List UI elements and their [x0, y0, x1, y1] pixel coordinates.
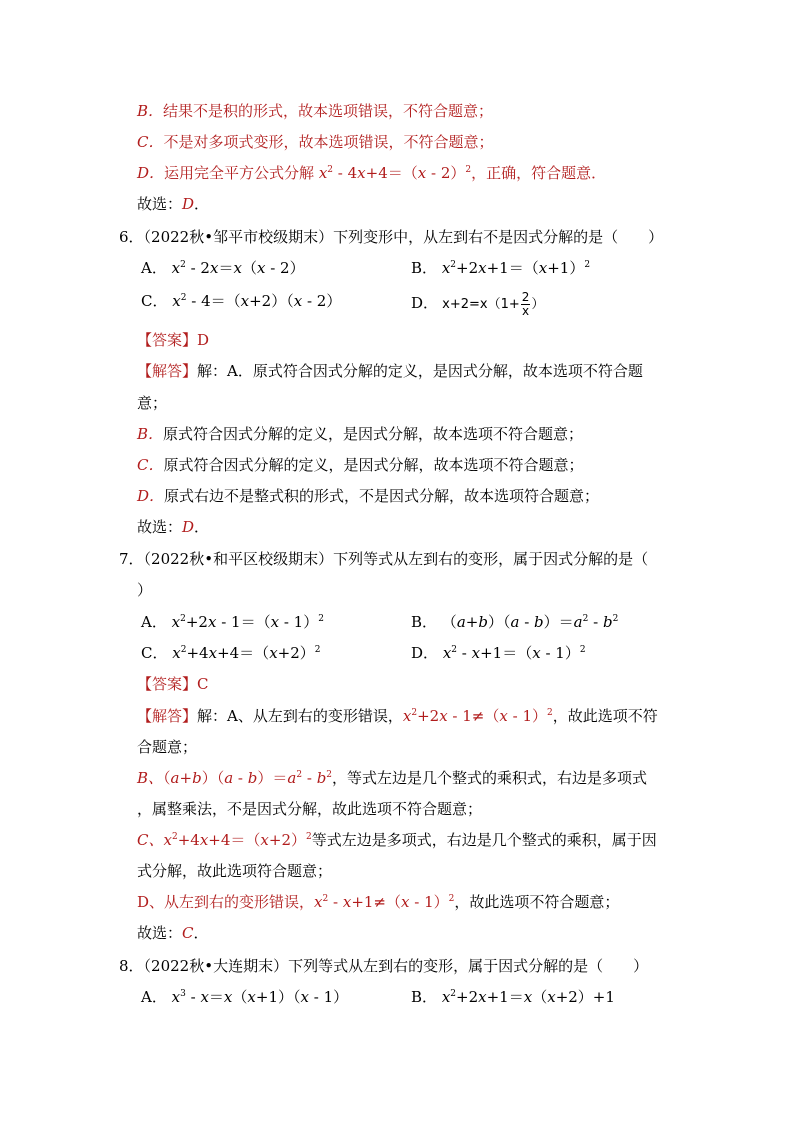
question-6-option-b: B． $x^2+2x+1=(x+1)^2$	[411, 259, 591, 277]
question-6-solution-line1: 【解答】解：A．原式符合因式分解的定义，是因式分解，故本选项不符合题	[137, 362, 643, 380]
question-7-solution-line2: 合题意；	[137, 738, 198, 756]
question-6-explanation-c: C．原式符合因式分解的定义，是因式分解，故本选项不符合题意；	[137, 456, 584, 474]
question-8-stem: 8．（2022秋•大连期末）下列等式从左到右的变形，属于因式分解的是（ ）	[119, 957, 649, 975]
question-8-option-a: A． $x^3 - x=x(x+1)(x - 1)$	[141, 988, 349, 1006]
question-6-option-d: D． x+2=x（1+ $\frac{2}{x}$ ）	[411, 290, 545, 318]
question-7-option-a: A． $x^2+2x - 1=(x - 1)^2$	[141, 613, 324, 631]
question-7-answer: 【答案】C	[137, 675, 209, 693]
question-6-option-a: A． $x^2 - 2x=x(x - 2)$	[141, 259, 305, 277]
fraction: $\frac{2}{x}$	[521, 290, 530, 318]
question-7-stem-line2: ）	[137, 581, 153, 599]
question-6-option-c: C． $x^2 - 4=(x+2)(x - 2)$	[141, 292, 342, 310]
math-expression: $(a+b)(a - b)=a^2 - b^2$	[163, 769, 333, 787]
question-7-explanation-c-line2: 式分解，故此选项符合题意；	[137, 862, 333, 880]
question-7-option-b: B． $(a+b)(a - b)=a^2 - b^2$	[411, 613, 619, 631]
question-7-stem: 7．（2022秋•和平区校级期末）下列等式从左到右的变形，属于因式分解的是（	[119, 550, 649, 568]
prev-option-c-explanation: C．不是对多项式变形，故本选项错误，不符合题意；	[137, 133, 494, 151]
question-6-explanation-b: B．原式符合因式分解的定义，是因式分解，故本选项不符合题意；	[137, 425, 584, 443]
math-expression: $x^2 - 4x+4=(x - 2)^2$	[318, 164, 472, 182]
question-7-explanation-d: D、从左到右的变形错误，$x^2 - x+1\ne(x - 1)^2$，故此选项不符合题意；	[137, 893, 620, 911]
question-7-explanation-c: C、$x^2+4x+4=(x+2)^2$等式左边是多项式，右边是几个整式的乘积，属于因	[137, 831, 657, 849]
prev-option-b-explanation: B．结果不是积的形式，故本选项错误，不符合题意；	[137, 102, 494, 120]
prev-select: 故选：D．	[137, 195, 210, 213]
question-7-select: 故选：C．	[137, 924, 209, 942]
question-6-explanation-d: D．原式右边不是整式积的形式，不是因式分解，故本选项符合题意；	[137, 487, 600, 505]
question-6-answer: 【答案】D	[137, 331, 210, 349]
question-6-select: 故选：D．	[137, 518, 210, 536]
question-8-option-b: B． $x^2+2x+1=x(x+2)+1$	[411, 988, 615, 1006]
question-7-option-d: D． $x^2 - x+1=(x - 1)^2$	[411, 644, 586, 662]
math-expression: $x^2+2x - 1\ne(x - 1)^2$	[402, 707, 553, 725]
prev-option-d-explanation: D．运用完全平方公式分解 $x^2 - 4x+4=(x - 2)^2$，正确，符合题意．	[137, 164, 607, 182]
math-expression: $x^2 - x+1\ne(x - 1)^2$	[314, 893, 455, 911]
math-expression: $x^2+4x+4=(x+2)^2$	[163, 831, 312, 849]
question-7-explanation-b: B、$(a+b)(a - b)=a^2 - b^2$，等式左边是几个整式的乘积式，右边是多项式	[137, 769, 648, 787]
question-7-solution-line1: 【解答】解：A、从左到右的变形错误，$x^2+2x - 1\ne(x - 1)^2$，故此选项不符	[137, 707, 658, 725]
question-7-option-c: C． $x^2+4x+4=(x+2)^2$	[141, 644, 321, 662]
question-6-stem: 6．（2022秋•邹平市校级期末）下列变形中，从左到右不是因式分解的是（ ）	[119, 228, 664, 246]
question-7-explanation-b-line2: ，属整乘法，不是因式分解，故此选项不符合题意；	[137, 800, 483, 818]
question-6-solution-line2: 意；	[137, 394, 168, 412]
